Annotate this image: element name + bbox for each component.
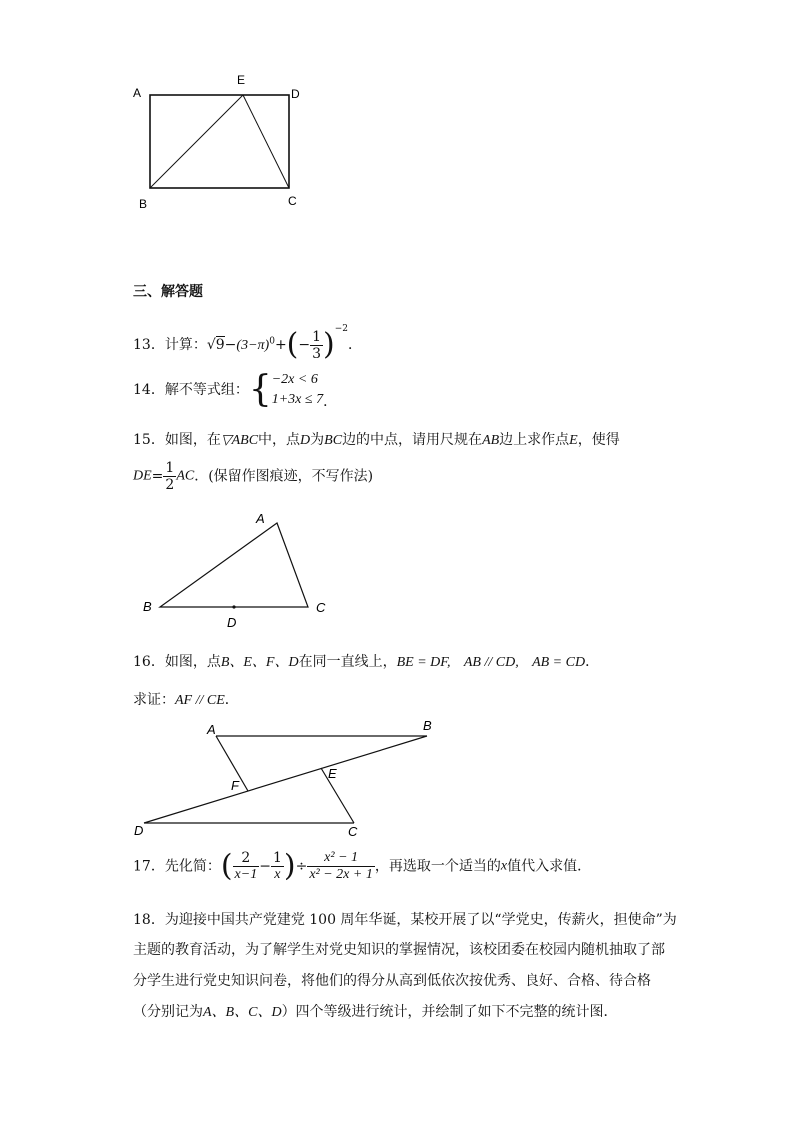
q15-bc: BC xyxy=(324,433,343,448)
segment-ec xyxy=(243,95,289,188)
q16-end: ． xyxy=(585,654,600,670)
q17-lparen: ( xyxy=(220,848,233,884)
q18-line4-b: ）四个等级进行统计，并绘制了如下不完整的统计图． xyxy=(281,1004,618,1020)
q17-frac2 xyxy=(271,850,284,883)
q15-ab: AB xyxy=(482,433,500,448)
q15-fraction xyxy=(163,460,176,493)
q18-letters: A、B、C、D xyxy=(203,1005,282,1020)
q17-frac3 xyxy=(307,850,375,883)
q14-line2: 1+3x ≤ 7 xyxy=(271,392,324,407)
q15-text-b: 中，点 xyxy=(258,432,301,448)
q17-rparen: ) xyxy=(283,848,296,884)
question-18-line2: 主题的教育活动，为了解学生对党史知识的掌握情况，该校团委在校园内随机抽取了部 xyxy=(133,942,665,958)
rectangle-figure xyxy=(125,70,315,215)
q17-f1-num: 2 xyxy=(233,850,260,867)
q15-eq: = xyxy=(151,468,164,485)
question-18-line1: 18．为迎接中国共产党建党 100 周年华诞，某校开展了以“学党史，传薪火，担使命”为 xyxy=(133,912,677,928)
segment-be xyxy=(150,95,243,188)
q13-frac-den: 3 xyxy=(312,345,322,362)
q17-f3-num: x² − 1 xyxy=(307,850,375,867)
q15-ac: AC xyxy=(176,468,195,484)
fig15-label-b: B xyxy=(143,599,152,614)
q13-exp-neg2: −2 xyxy=(334,324,349,334)
q15-de: DE xyxy=(133,468,152,484)
q17-f3-den: x² − 2x + 1 xyxy=(309,867,373,882)
q15-rest: ．(保留作图痕迹，不写作法) xyxy=(194,468,374,485)
segment-db xyxy=(144,736,427,823)
question-13 xyxy=(133,319,362,362)
fig16-label-e: E xyxy=(328,766,337,781)
q15-text-f: ，使得 xyxy=(577,432,620,448)
q16-prove: AF // CE xyxy=(175,693,225,708)
q13-fraction xyxy=(310,329,323,362)
q13-end: ． xyxy=(348,337,363,353)
fig15-label-a: A xyxy=(256,511,265,526)
q15-point-e: E xyxy=(569,433,578,448)
q13-rparen: ) xyxy=(323,327,335,362)
q14-prefix: 解不等式组： xyxy=(164,382,249,398)
q16-points: B、E、F、D xyxy=(220,655,299,670)
label-c: C xyxy=(288,194,297,208)
label-b: B xyxy=(139,197,148,211)
q17-f2-num: 1 xyxy=(272,850,282,866)
q16-number: 16． xyxy=(133,654,165,670)
fig16-label-b: B xyxy=(423,718,432,733)
q15-text-a: 如图，在 xyxy=(164,432,221,448)
q17-prefix: 先化简： xyxy=(164,858,221,875)
q17-number: 17． xyxy=(133,858,165,875)
question-18-line3: 分学生进行党史知识问卷，将他们的得分从高到低依次按优秀、良好、合格、待合格 xyxy=(133,973,651,989)
label-a: A xyxy=(133,86,142,100)
q17-var-x: x xyxy=(500,858,508,874)
point-d-dot xyxy=(232,605,235,608)
q16-cond1: BE = DF, xyxy=(396,655,451,670)
q13-neg: − xyxy=(298,337,311,353)
fig15-label-c: C xyxy=(316,600,326,615)
q13-sqrt-arg: 9 xyxy=(215,337,225,353)
q13-prefix: 计算： xyxy=(164,337,207,353)
q13-number: 13． xyxy=(133,337,165,353)
question-16-line2 xyxy=(133,690,239,711)
q17-f2-den: x xyxy=(274,867,281,882)
q14-system xyxy=(272,370,323,410)
q13-minus: − xyxy=(224,337,237,353)
q15-text-e: 边上求作点 xyxy=(499,432,570,448)
segment-ce xyxy=(321,768,354,823)
q15-point-d: D xyxy=(300,433,311,448)
q13-frac-num: 1 xyxy=(312,328,322,345)
q16-prove-label: 求证： xyxy=(133,692,175,708)
label-e: E xyxy=(237,73,246,87)
q14-brace: { xyxy=(248,369,272,410)
q18-line4-a: （分别记为 xyxy=(133,1004,203,1020)
question-17 xyxy=(133,850,591,883)
q13-plus: + xyxy=(274,337,287,353)
q15-frac-num: 1 xyxy=(165,460,175,476)
fig16-label-a: A xyxy=(207,722,216,737)
fig16-label-f: F xyxy=(231,778,239,793)
q13-paren-expr: (3−π) xyxy=(236,338,270,353)
q17-frac1 xyxy=(233,850,260,883)
q15-text-d: 边的中点，请用尺规在 xyxy=(342,432,483,448)
q16-cond2: AB // CD, xyxy=(463,655,519,670)
question-16-line1 xyxy=(133,652,599,673)
q17-f1-den: x−1 xyxy=(234,867,258,882)
question-15-line2 xyxy=(133,460,373,493)
section-title: 三、解答题 xyxy=(133,284,203,300)
q14-end: ． xyxy=(323,394,338,410)
q17-div: ÷ xyxy=(295,858,308,875)
q15-number: 15． xyxy=(133,432,165,448)
q16-text-b: 在同一直线上， xyxy=(298,654,397,670)
parallel-figure xyxy=(130,715,440,840)
q17-rest-a: ，再选取一个适当的 xyxy=(374,858,501,875)
q13-lparen: ( xyxy=(286,327,299,362)
q16-text-a: 如图，点 xyxy=(164,654,221,670)
sqrt-sign: √ xyxy=(206,337,216,353)
q15-triangle: ▽ABC xyxy=(220,433,259,448)
fig16-label-d: D xyxy=(134,823,144,838)
fig15-label-d: D xyxy=(227,615,237,630)
label-d: D xyxy=(291,87,300,101)
q14-number: 14． xyxy=(133,382,165,398)
triangle-abc-figure xyxy=(135,505,345,635)
q16-prove-end: ． xyxy=(224,692,239,708)
question-18-line4 xyxy=(133,1002,618,1023)
fig16-label-c: C xyxy=(348,824,358,839)
q16-cond3: AB = CD xyxy=(532,655,586,670)
q14-line1: −2x < 6 xyxy=(271,372,318,387)
q13-exp0: 0 xyxy=(269,336,275,347)
q17-minus: − xyxy=(259,858,271,875)
question-15-line1 xyxy=(133,430,620,451)
question-14 xyxy=(133,370,337,412)
q17-rest-b: 值代入求值． xyxy=(507,858,592,875)
triangle-abc xyxy=(160,523,308,607)
q15-frac-den: 2 xyxy=(165,477,175,493)
rectangle-abcd xyxy=(150,95,289,188)
q15-text-c: 为 xyxy=(310,432,325,448)
